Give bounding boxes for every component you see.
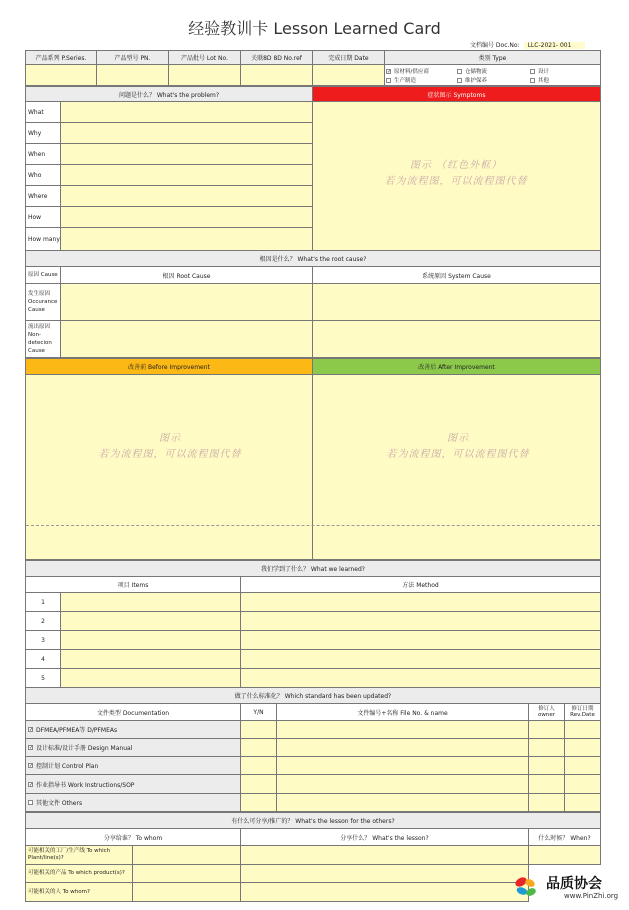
checkbox-icon[interactable] [457, 78, 462, 83]
learned-row-number: 4 [25, 649, 61, 669]
product-series-field[interactable] [25, 64, 97, 86]
symptoms-header: 症状图示 Symptoms [312, 86, 601, 102]
learned-method-field[interactable] [240, 649, 601, 669]
problem-header: 问题是什么？ What's the problem? [25, 86, 313, 102]
owner-column-header: 修订人 owner [528, 703, 565, 721]
header-product-series: 产品系列 P.Series. [25, 50, 97, 65]
doc-type-row[interactable] [25, 738, 241, 757]
learned-row-number: 2 [25, 611, 61, 631]
problem-row-label: How [25, 206, 61, 228]
doc-type-row[interactable] [25, 720, 241, 739]
checkbox-icon[interactable]: ✓ [29, 781, 34, 788]
type-option[interactable]: 生产制造 [386, 76, 416, 84]
header-type: 类别 Type [384, 50, 601, 65]
learned-method-field[interactable] [240, 668, 601, 688]
file-field[interactable] [276, 738, 529, 757]
card-title: 经验教训卡 Lesson Learned Card [188, 19, 441, 38]
file-field[interactable] [276, 793, 529, 812]
to-whom-column-header: 分享给谁？ To whom [25, 828, 241, 846]
root-cause-header: 根因是什么？ What's the root cause? [25, 250, 601, 267]
share-header: 有什么可分享/推广的？ What's the lesson for the others? [25, 812, 601, 829]
problem-row-label: Who [25, 164, 61, 186]
checkbox-icon[interactable]: ✓ [387, 69, 392, 75]
owner-field[interactable] [528, 738, 565, 757]
checkbox-icon[interactable] [530, 78, 535, 83]
owner-field[interactable] [528, 793, 565, 812]
rev-date-field[interactable] [564, 720, 601, 739]
pinzhi-logo-url: www.PinZhi.org [564, 892, 619, 900]
doc-type-label: 控制计划 Control Plan [36, 763, 99, 770]
type-option[interactable]: 仓储物流 [457, 67, 487, 75]
before-hint-line1: 图示 [159, 433, 181, 444]
doc-type-row[interactable] [25, 756, 241, 775]
problem-row-label: When [25, 143, 61, 165]
learned-row-number: 5 [25, 668, 61, 688]
symptoms-hint-line2: 若为流程图，可以流程图代替 [384, 176, 528, 187]
detection-cause-label: 流出原因 Non-detecion Cause [25, 320, 61, 358]
checkbox-icon[interactable] [386, 78, 391, 83]
problem-row-field[interactable] [60, 227, 313, 251]
when-column-header: 什么时候？ When? [528, 828, 601, 846]
yn-column-header: Y/N [240, 703, 277, 721]
cause-column-header: 原因 Cause [25, 266, 61, 284]
8d-ref-field[interactable] [240, 64, 313, 86]
learned-item-field[interactable] [60, 630, 241, 650]
share-whom-field[interactable] [132, 882, 241, 902]
doc-type-label: 设计标准/设计手册 Design Manual [36, 745, 133, 752]
rev-date-field[interactable] [564, 738, 601, 757]
documentation-column-header: 文件类型 Documentation [25, 703, 241, 721]
lesson-column-header: 分享什么？ What's the lesson? [240, 828, 529, 846]
after-hint [328, 431, 588, 463]
learned-row-number: 1 [25, 592, 61, 612]
checkbox-icon[interactable] [28, 800, 33, 805]
after-hint-line2: 若为流程图，可以流程图代替 [386, 449, 530, 460]
part-no-field[interactable] [96, 64, 169, 86]
header-8d-ref: 关联8D 8D No.ref [240, 50, 313, 65]
lot-no-field[interactable] [168, 64, 241, 86]
checkbox-icon[interactable]: ✓ [29, 745, 34, 751]
problem-row-field[interactable] [60, 122, 313, 144]
share-row-label: 可能相关的人 To whom? [25, 882, 133, 902]
detection-root-cause-field[interactable] [60, 320, 313, 358]
checkbox-icon[interactable] [457, 69, 462, 74]
detection-system-cause-field[interactable] [312, 320, 601, 358]
yn-field[interactable] [240, 793, 277, 812]
method-column-header: 方法 Method [240, 576, 601, 593]
rev-date-field[interactable] [564, 756, 601, 775]
file-field[interactable] [276, 756, 529, 775]
pinzhi-logo-name: 品质协会 [546, 876, 602, 892]
checkbox-icon[interactable]: ✓ [29, 763, 34, 769]
header-complete-date: 完成日期 Date [312, 50, 385, 65]
type-option[interactable]: ✓ 原材料/供应商 [387, 69, 429, 75]
share-lesson-field[interactable] [240, 864, 529, 883]
header-part-no: 产品型号 PN. [96, 50, 169, 65]
symptoms-hint-line1: 图示 （红色外框） [409, 160, 503, 171]
doc-type-row[interactable] [25, 793, 241, 812]
checkbox-icon[interactable]: ✓ [29, 727, 34, 733]
yn-field[interactable] [240, 774, 277, 794]
before-hint-line2: 若为流程图，可以流程图代替 [98, 449, 242, 460]
problem-row-field[interactable] [60, 185, 313, 207]
occurrence-cause-label: 发生原因 Occurance Cause [25, 283, 61, 321]
owner-field[interactable] [528, 774, 565, 794]
doc-number [470, 40, 585, 49]
doc-number-label: 文档编号 Doc.No: [470, 42, 520, 49]
problem-row-field[interactable] [60, 206, 313, 228]
standard-header: 做了什么标准化？ Which standard has been updated? [25, 687, 601, 704]
improvement-divider [26, 525, 600, 526]
learned-item-field[interactable] [60, 668, 241, 688]
share-when-field[interactable] [528, 845, 601, 865]
share-whom-field[interactable] [132, 845, 241, 865]
problem-row-label: Why [25, 122, 61, 144]
doc-type-row[interactable] [25, 774, 241, 794]
learned-method-field[interactable] [240, 630, 601, 650]
pinzhi-logo [508, 870, 624, 908]
before-improvement-header: 改善前 Before Improvement [25, 358, 313, 375]
doc-type-label: 作业指导书 Work Instructions/SOP [36, 781, 135, 789]
rev-date-field[interactable] [564, 774, 601, 794]
problem-row-label: What [25, 101, 61, 123]
file-field[interactable] [276, 774, 529, 794]
learned-method-field[interactable] [240, 592, 601, 612]
share-lesson-field[interactable] [240, 882, 529, 902]
checkbox-icon[interactable] [530, 69, 535, 74]
pinzhi-logo-icon [512, 874, 538, 898]
after-hint-line1: 图示 [447, 433, 469, 444]
problem-row-label: How many [25, 227, 61, 251]
after-improvement-area[interactable] [312, 374, 601, 560]
learned-method-field[interactable] [240, 611, 601, 631]
share-lesson-field[interactable] [240, 845, 529, 865]
root-cause-column-header: 根因 Root Cause [60, 266, 313, 284]
owner-field[interactable] [528, 756, 565, 775]
file-field[interactable] [276, 720, 529, 739]
yn-field[interactable] [240, 738, 277, 757]
type-option[interactable]: 设计 [530, 67, 549, 75]
after-improvement-header: 改善后 After Improvement [312, 358, 601, 375]
before-improvement-area[interactable] [25, 374, 313, 560]
doc-type-label: DFMEA/PFMEA等 D/PFMEAs [36, 727, 118, 734]
problem-row-label: Where [25, 185, 61, 207]
problem-row-field[interactable] [60, 101, 313, 123]
type-option[interactable]: 维护保养 [457, 76, 487, 84]
occurrence-root-cause-field[interactable] [60, 283, 313, 321]
problem-row-field[interactable] [60, 164, 313, 186]
symptoms-hint [320, 158, 592, 190]
rev-date-column-header: 修订日期 Rev.Date [564, 703, 601, 721]
share-row-label: 可能相关的工厂/生产线 To which Plant/line(s)? [25, 845, 133, 865]
learned-header: 我们学到了什么？ What we learned? [25, 560, 601, 577]
learned-item-field[interactable] [60, 649, 241, 669]
type-options [384, 64, 601, 86]
complete-date-field[interactable] [312, 64, 385, 86]
share-whom-field[interactable] [132, 864, 241, 883]
header-lot-no: 产品批号 Lot No. [168, 50, 241, 65]
owner-field[interactable] [528, 720, 565, 739]
doc-number-value[interactable]: LLC-2021- 001 [524, 42, 586, 49]
learned-item-field[interactable] [60, 611, 241, 631]
share-row-label: 可能相关的产品 To which product(s)? [25, 864, 133, 883]
problem-row-field[interactable] [60, 143, 313, 165]
before-hint [40, 431, 300, 463]
items-column-header: 项目 Items [25, 576, 241, 593]
type-option[interactable]: 其他 [530, 76, 549, 84]
system-cause-column-header: 系统原因 System Cause [312, 266, 601, 284]
occurrence-system-cause-field[interactable] [312, 283, 601, 321]
yn-field[interactable] [240, 720, 277, 739]
learned-row-number: 3 [25, 630, 61, 650]
learned-item-field[interactable] [60, 592, 241, 612]
rev-date-field[interactable] [564, 793, 601, 812]
yn-field[interactable] [240, 756, 277, 775]
doc-type-label: 其他文件 Others [36, 800, 83, 807]
file-column-header: 文件编号+名称 File No. & name [276, 703, 529, 721]
